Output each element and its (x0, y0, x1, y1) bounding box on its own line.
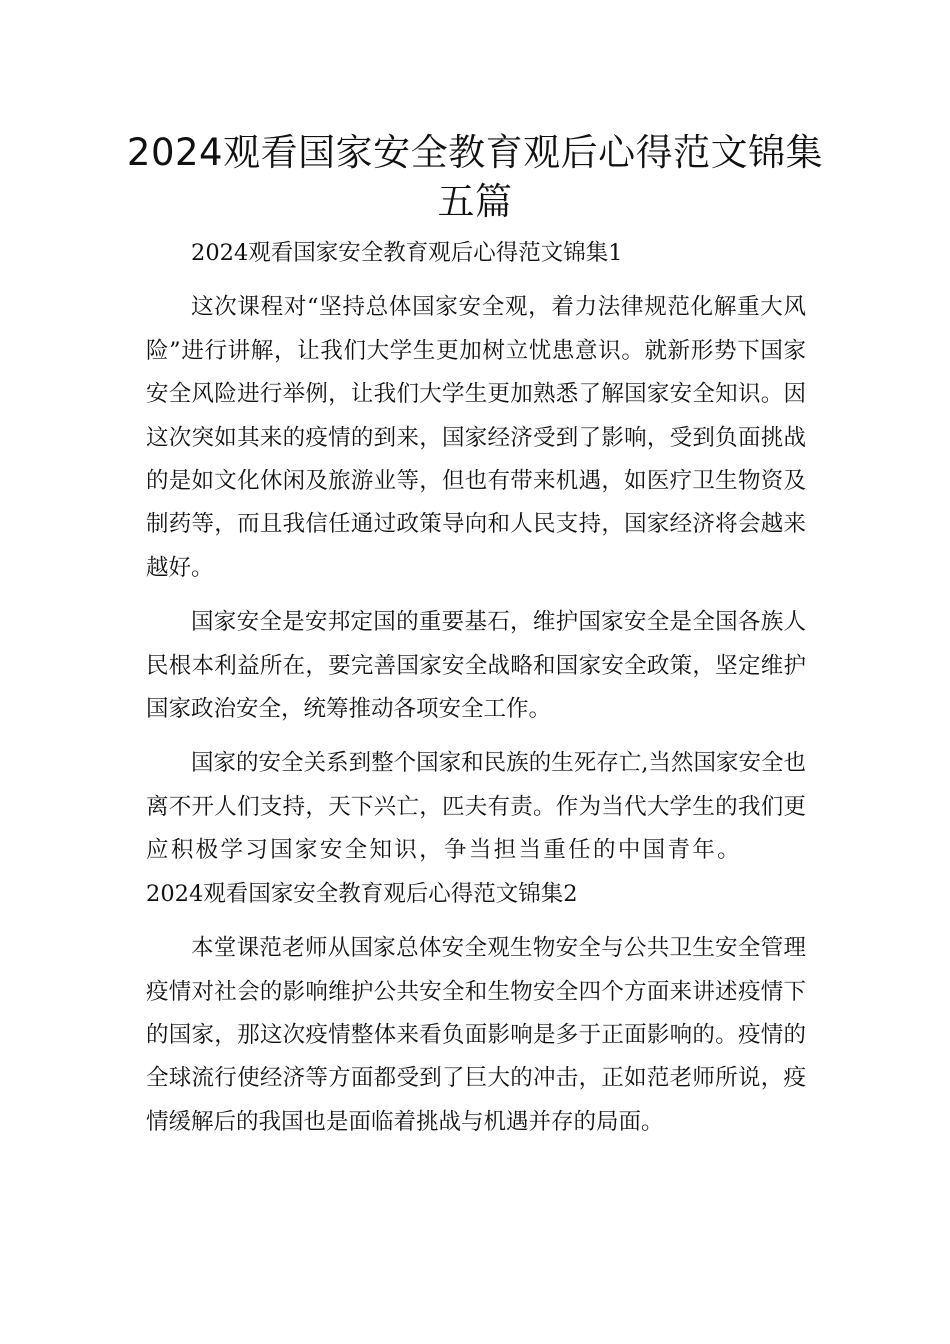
paragraph-2: 国家安全是安邦定国的重要基石，维护国家安全是全国各族人民根本利益所在，要完善国家安全战略和国家安全政策，坚定维护国家政治安全，统筹推动各项安全工作。 (146, 609, 806, 723)
document-body (146, 232, 806, 1155)
paragraph-3-with-heading (146, 742, 806, 916)
document-title: 2024观看国家安全教育观后心得范文锦集五篇 (126, 131, 824, 223)
paragraph-1: 这次课程对“坚持总体国家安全观，着力法律规范化解重大风险”进行讲解，让我们大学生更加树立忧患意识。就新形势下国家安全风险进行举例，让我们大学生更加熟悉了解国家安全知识。因这次突如其来的疫情的到来，国家经济受到了影响，受到负面挑战的是如文化休闲及旅游业等，但也有带来机遇，如医疗卫生物资及制药等，而且我信任通过政策导向和人民支持，国家经济将会越来越好。 (146, 294, 806, 581)
paragraph-3: 国家的安全关系到整个国家和民族的生死存亡,当然国家安全也离不开人们支持，天下兴亡，匹夫有责。作为当代大学生的我们更应积极学习国家安全知识，争当担当重任的中国青年。 (146, 750, 806, 864)
section-heading-1: 2024观看国家安全教育观后心得范文锦集1 (191, 240, 623, 266)
paragraph-4: 本堂课范老师从国家总体安全观生物安全与公共卫生安全管理疫情对社会的影响维护公共安全和生物安全四个方面来讲述疫情下的国家，那这次疫情整体来看负面影响是多于正面影响的。疫情的全球流行使经济等方面都受到了巨大的冲击，正如范老师所说，疫情缓解后的我国也是面临着挑战与机遇并存的局面。 (146, 935, 806, 1135)
section-heading-2: 2024观看国家安全教育观后心得范文锦集2 (146, 880, 578, 907)
